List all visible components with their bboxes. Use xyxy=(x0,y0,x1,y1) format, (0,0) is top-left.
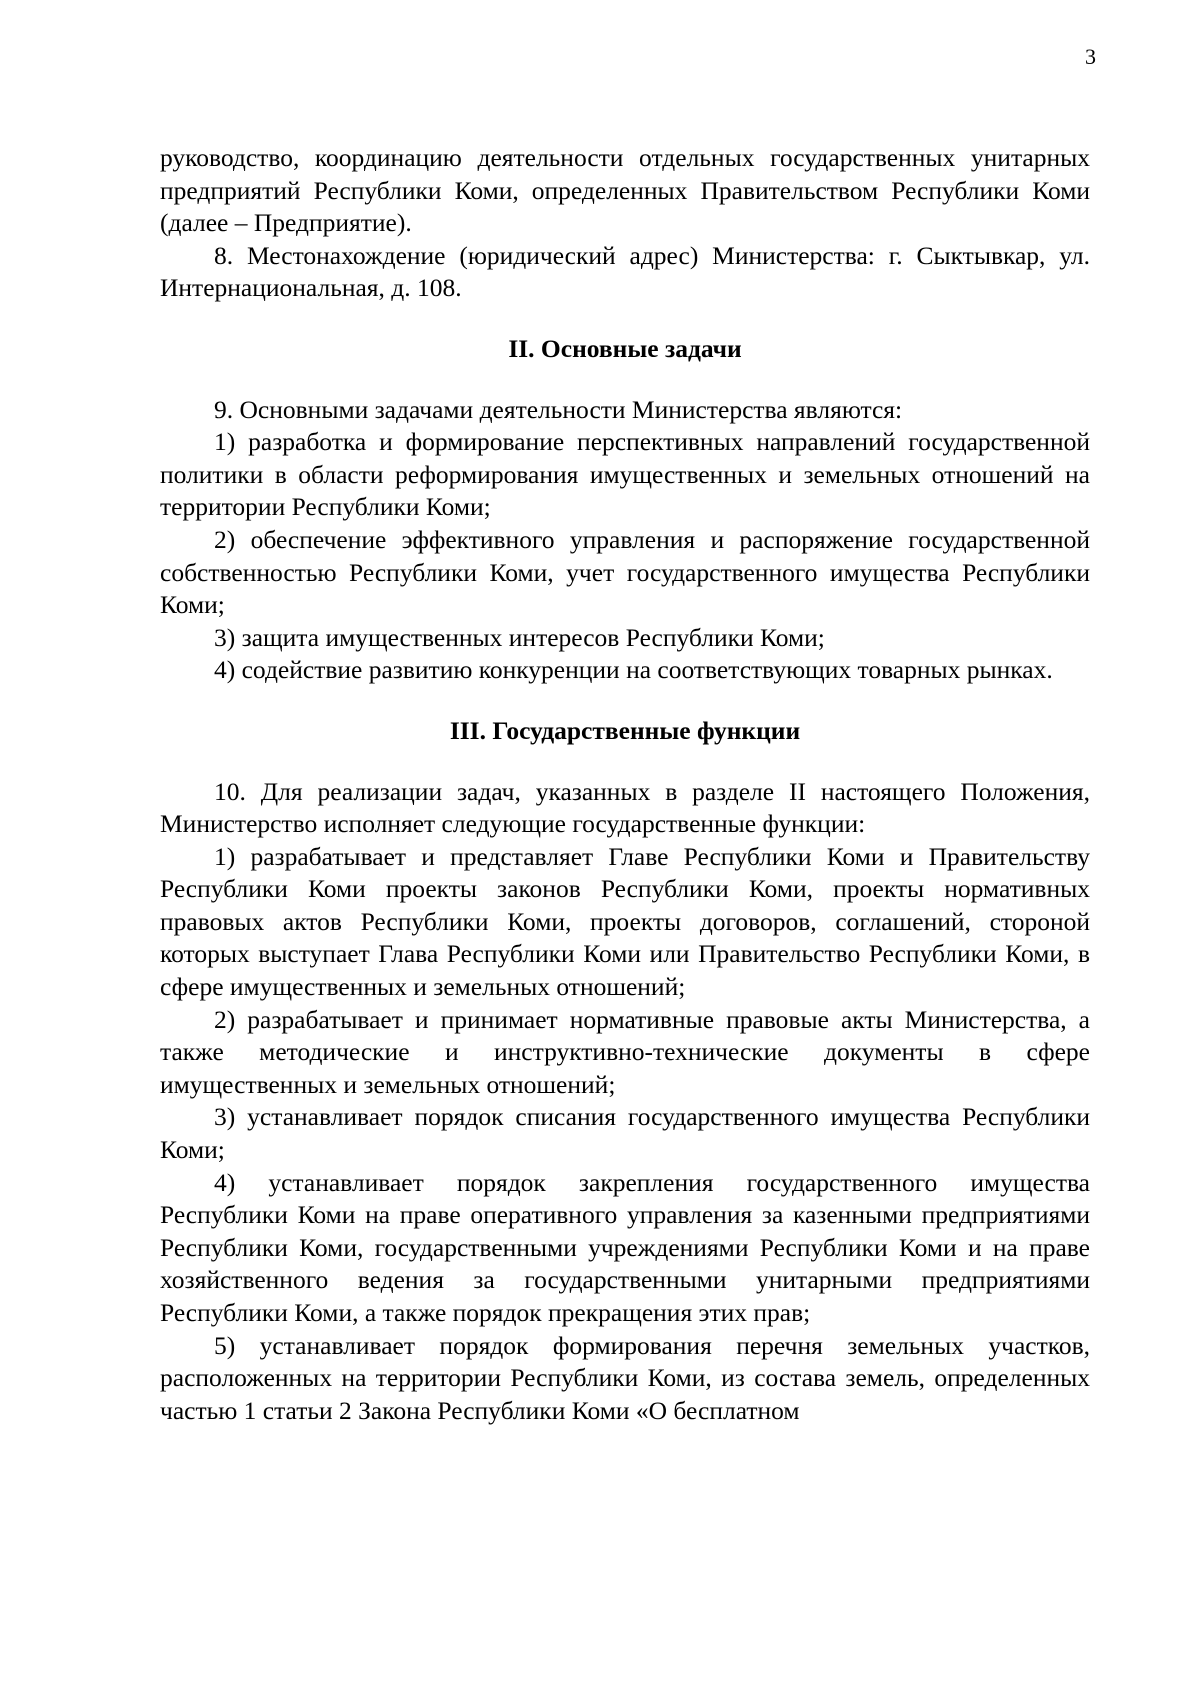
task-item-2: 2) обеспечение эффективного управления и распоряжение государственной собственностью Республики Коми, учет государственного имущества Республики Коми; xyxy=(160,524,1090,620)
document-body xyxy=(160,142,1090,1427)
section-3-heading: III. Государственные функции xyxy=(449,715,801,745)
task-item-1: 1) разработка и формирование перспективных направлений государственной политики в области реформирования имущественных и земельных отношений на территории Республики Коми; xyxy=(160,427,1090,522)
paragraph-8-location: 8. Местонахождение (юридический адрес) Министерства: г. Сыктывкар, ул. Интернациональная, д. 108. xyxy=(160,240,1090,303)
function-item-4: 4) устанавливает порядок закрепления государственного имущества Республики Коми на праве оперативного управления за казенными предприятиями Республики Коми, государственными учреждениями Республики Коми и на праве хозяйственного ведения за государственными унитарными предприятиями Республики Коми, а также порядок прекращения этих прав; xyxy=(160,1167,1090,1327)
function-item-2: 2) разрабатывает и принимает нормативные правовые акты Министерства, а также методические и инструктивно-технические документы в сфере имущественных и земельных отношений; xyxy=(160,1004,1090,1099)
task-item-3: 3) защита имущественных интересов Республики Коми; xyxy=(214,622,825,652)
function-item-1: 1) разрабатывает и представляет Главе Республики Коми и Правительству Республики Коми проекты законов Республики Коми, проекты нормативных правовых актов Республики Коми, проекты договоров, соглашений, стороной которых выступает Глава Республики Коми или Правительство Республики Коми, в сфере имущественных и земельных отношений; xyxy=(160,841,1090,1002)
section-2-heading: II. Основные задачи xyxy=(508,333,742,363)
intro-paragraph: руководство, координацию деятельности отдельных государственных унитарных предприятий Республики Коми, определенных Правительством Республики Коми (далее – Предприятие). xyxy=(160,143,1090,238)
function-item-3: 3) устанавливает порядок списания государственного имущества Республики Коми; xyxy=(160,1102,1090,1165)
paragraph-10: 10. Для реализации задач, указанных в разделе II настоящего Положения, Министерство исполняет следующие государственные функции: xyxy=(160,776,1090,839)
task-item-4: 4) содействие развитию конкуренции на соответствующих товарных рынках. xyxy=(214,655,1053,685)
page-number: 3 xyxy=(1085,44,1096,69)
function-item-5: 5) устанавливает порядок формирования перечня земельных участков, расположенных на территории Республики Коми, из состава земель, определенных частью 1 статьи 2 Закона Республики Коми «О бесплатном xyxy=(160,1330,1090,1425)
paragraph-9: 9. Основными задачами деятельности Министерства являются: xyxy=(214,394,903,424)
